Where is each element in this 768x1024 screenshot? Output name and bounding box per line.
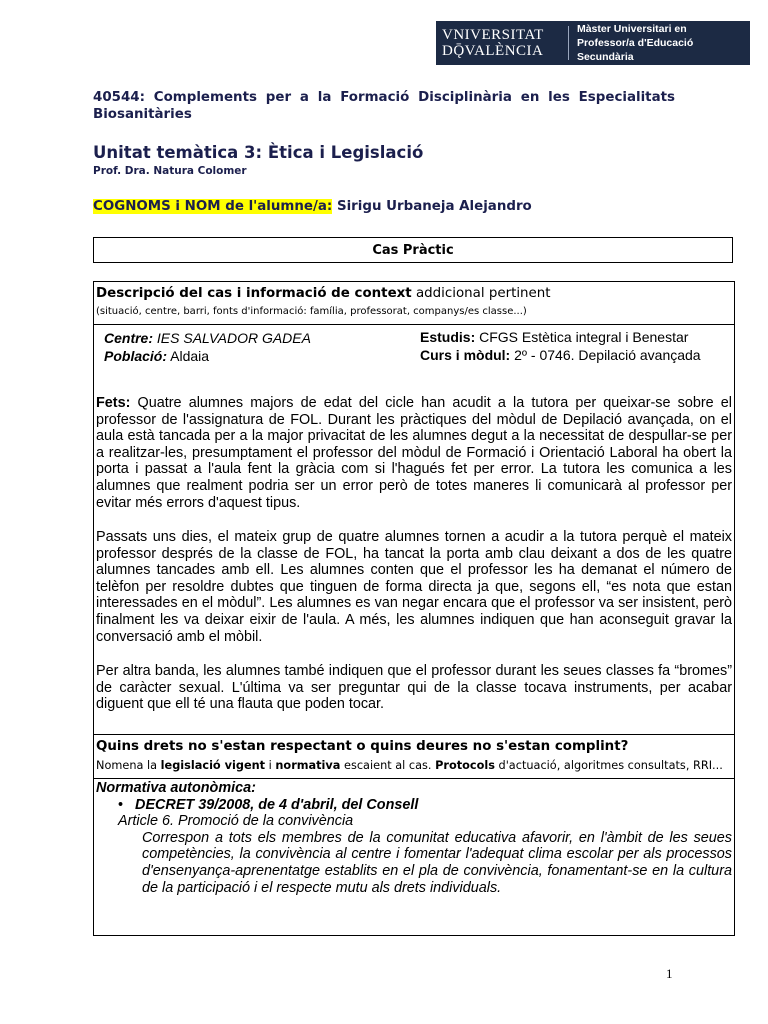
student-line (93, 199, 532, 214)
student-name: Sirigu Urbaneja Alejandro (336, 199, 532, 214)
university-logo (436, 27, 568, 59)
logo-line-2: DǬVALÈNCIA (442, 43, 544, 59)
program-line-2: Professor/a d'Educació Secundària (576, 37, 694, 63)
question-sub-bold-2: normativa (275, 759, 341, 772)
banner-divider (568, 26, 569, 60)
curs-value: 2º - 0746. Depilació avançada (514, 347, 701, 363)
description-title-bold: Descripció del cas i informació de context (96, 286, 412, 301)
decree-title: DECRET 39/2008, de 4 d'abril, del Consell (135, 796, 419, 813)
normativa-content (96, 779, 732, 896)
question-sub-text-3: escaient al cas. (340, 759, 436, 772)
unit-title: Unitat temàtica 3: Ètica i Legislació (93, 143, 424, 162)
description-content (94, 324, 734, 735)
facts-label: Fets: (96, 395, 131, 411)
course-title-line-2: Biosanitàries (93, 107, 192, 122)
student-label: COGNOMS i NOM de l'alumne/a: (93, 199, 333, 214)
article-text: Correspon a tots els membres de la comunitat educativa afavorir, en l'àmbit de les seues competències, la convivència al centre i fomentar l'adequat clima escolar per als processos d'ensenyança-aprenentatge establits en el pla de convivència, fonamentant-se en la cultura de la participació i el respecte mutu als drets individuals. (142, 829, 732, 896)
paragraph-2: Passats uns dies, el mateix grup de quatre alumnes tornen a acudir a la tutora perquè el mateix professor després de la classe de FOL, ha tancat la porta amb clau deixant a dos de les quatre alumnes tancades amb ell. Les alumnes conten que el professor les ha demanat el número de telèfon per resoldre dubtes que tinguen de forma directa ja que, segons ell, “es nota que estan interessades en el mòdul”. Les alumnes es van negar encara que el professor va ser insistent, però finalment les va deixar eixir de l'aula. A més, les alumnes indiquen que han aconseguit gravar la conversació amb el mòbil. (96, 529, 732, 645)
case-table (93, 281, 735, 936)
case-title: Cas Pràctic (372, 242, 454, 258)
normativa-heading: Normativa autonòmica: (96, 780, 256, 796)
description-subtitle: (situació, centre, barri, fonts d'informació: família, professorat, companys/es classe...) (96, 306, 527, 317)
question-sub-text-4: d'actuació, algoritmes consultats, RRI... (494, 759, 723, 772)
estudis-value: CFGS Estètica integral i Benestar (479, 329, 689, 345)
centre-label: Centre: (104, 330, 154, 346)
poblacio-value: Aldaia (170, 348, 210, 364)
logo-line-1: VNIVERSITAT (442, 27, 544, 43)
facts-text: Quatre alumnes majors de edat del cicle han acudit a la tutora per queixar-se sobre el professor de l'assignatura de FOL. Durant les pràctiques del mòdul de Depilació avançada, on el aula està tancada per a la major privacitat de les alumnes degut a la necessitat de despullar-se per a realitzar-les, presumptament el professor del mòdul de Formació i Orientació Laboral ha obert la porta i passat a l'aula fent la gràcia com si l'hagués fet per error. La tutora les comunica a les alumnes que realment podria ser un error però de totes maneres li comunicarà al professor per evitar més errors d'aquest tipus. (96, 395, 732, 511)
curs-label: Curs i mòdul: (420, 347, 511, 363)
question-sub-text-2: i (265, 759, 276, 772)
case-title-box (93, 237, 733, 263)
professor-name: Prof. Dra. Natura Colomer (93, 165, 247, 177)
question-subtitle (96, 759, 723, 772)
university-banner (436, 21, 750, 65)
question-title: Quins drets no s'estan respectant o quins deures no s'estan complint? (96, 739, 629, 754)
question-sub-text-1: Nomena la (96, 759, 161, 772)
program-line-1: Màster Universitari en (576, 23, 687, 35)
article-title: Article 6. Promoció de la convivència (118, 813, 354, 830)
bullet-icon: • (118, 796, 124, 813)
course-title-line-1: 40544: Complements per a la Formació Disciplinària en les Especialitats (93, 90, 675, 105)
program-name (577, 22, 750, 64)
normativa-row (94, 778, 734, 937)
paragraph-3: Per altra banda, les alumnes també indiquen que el professor durant les seues classes fa “bromes” de caràcter sexual. L'última va ser preguntar qui de la classe tocava instruments, per acabar diguent que ell té una flauta que poden tocar. (96, 663, 732, 713)
centre-info (104, 329, 311, 365)
description-title-rest: addicional pertinent (415, 286, 551, 301)
question-sub-bold-3: Protocols (435, 759, 495, 772)
studies-info (420, 329, 720, 363)
estudis-label: Estudis: (420, 329, 476, 345)
page-number: 1 (666, 966, 673, 981)
poblacio-label: Població: (104, 348, 168, 364)
centre-value: IES SALVADOR GADEA (156, 330, 311, 346)
question-sub-bold-1: legislació vigent (160, 759, 266, 772)
description-title (96, 286, 551, 301)
question-row (94, 734, 734, 779)
facts-paragraph (96, 395, 732, 511)
